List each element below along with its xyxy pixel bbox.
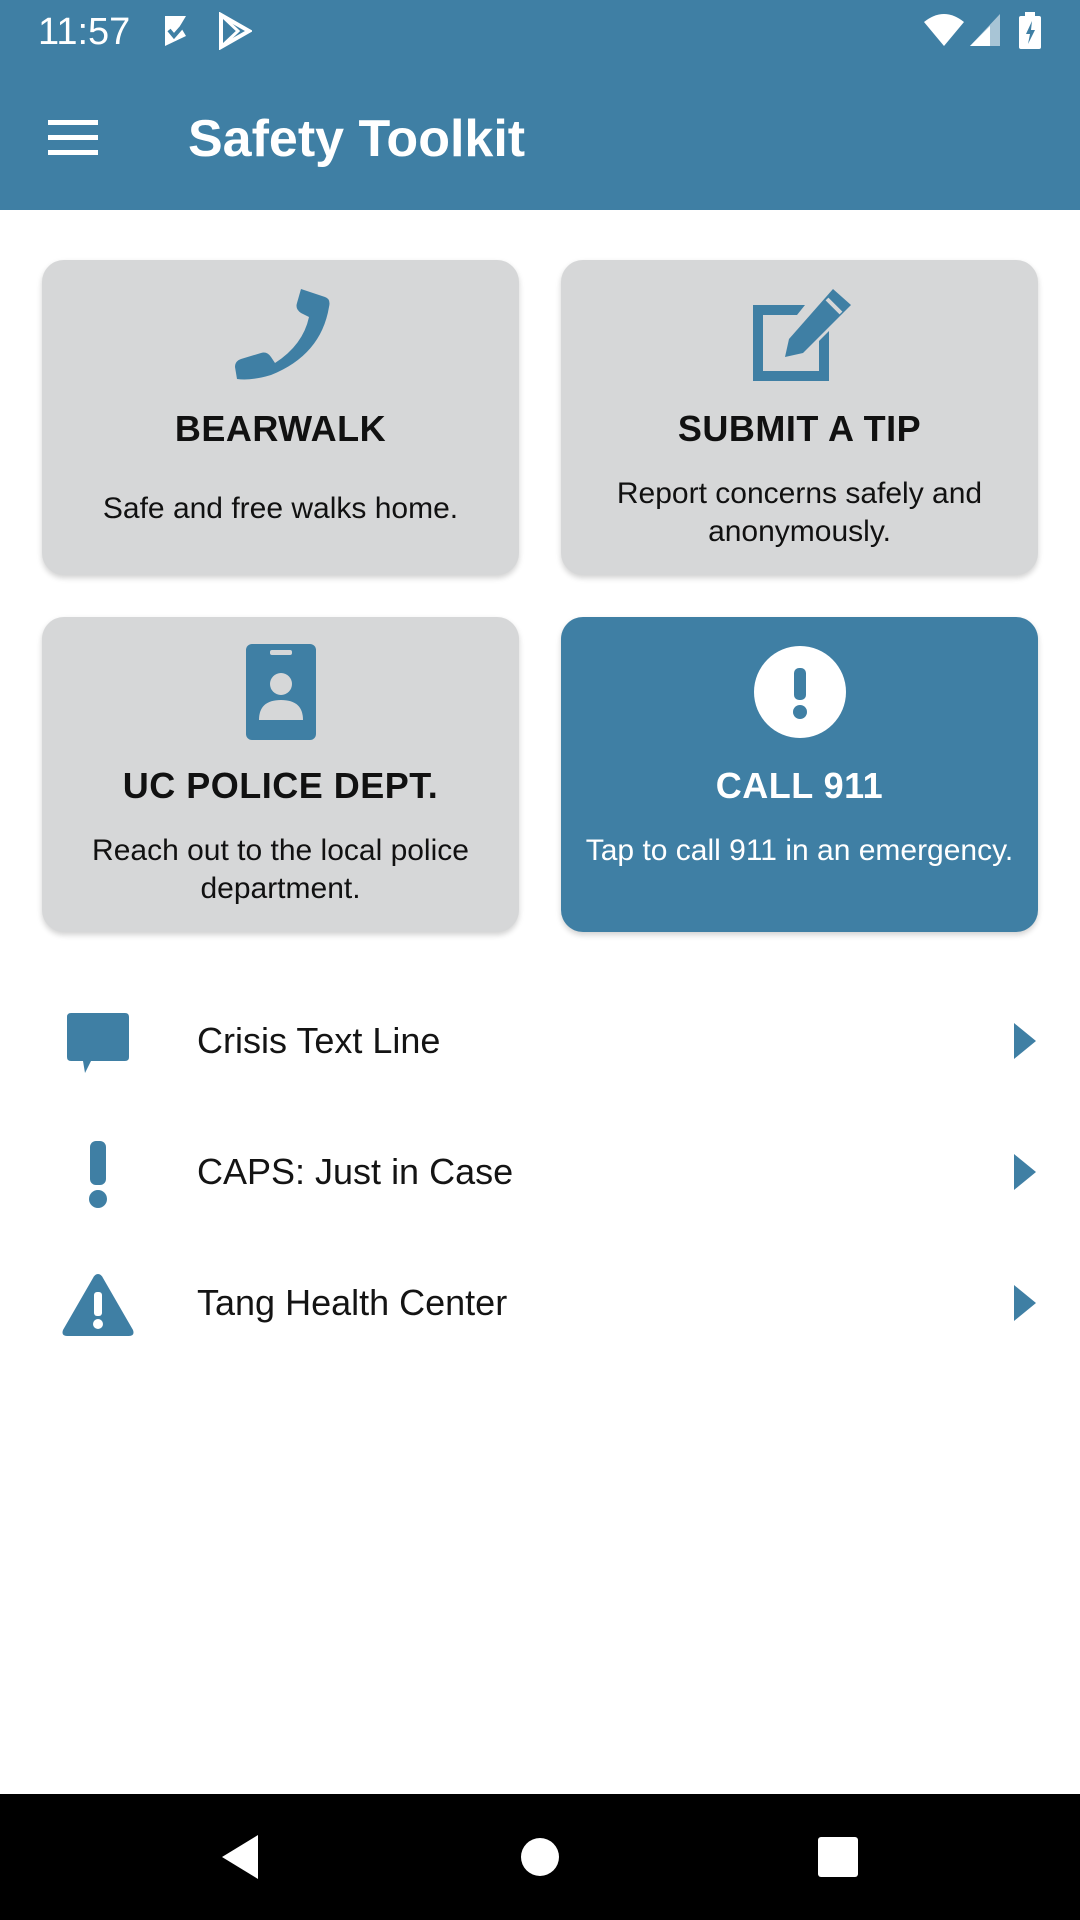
list-item-label: CAPS: Just in Case xyxy=(197,1151,514,1192)
tile-title: SUBMIT A TIP xyxy=(677,408,922,449)
wifi-icon xyxy=(922,12,966,53)
page-title: Safety Toolkit xyxy=(188,110,526,168)
list-item-label: Crisis Text Line xyxy=(197,1020,441,1061)
warning-triangle-icon xyxy=(58,1267,138,1343)
hamburger-menu-icon[interactable] xyxy=(36,101,110,175)
list-item-tang-health[interactable] xyxy=(0,1237,1080,1368)
signal-icon xyxy=(968,12,1002,53)
tile-description: Safe and free walks home. xyxy=(102,492,459,525)
status-time: 11:57 xyxy=(38,11,131,53)
tile-description: Report concerns safely and anonymously. xyxy=(616,477,983,548)
phone-icon xyxy=(42,280,519,390)
tile-description: Tap to call 911 in an emergency. xyxy=(585,834,1014,867)
home-icon[interactable] xyxy=(480,1794,600,1920)
back-icon[interactable] xyxy=(180,1794,300,1920)
chevron-right-icon xyxy=(1008,1152,1040,1192)
exclamation-icon xyxy=(58,1136,138,1212)
tile-title: BEARWALK xyxy=(174,408,387,449)
edit-icon xyxy=(561,280,1038,390)
play-store-icon xyxy=(218,12,252,55)
app-bar xyxy=(0,63,1080,210)
chat-bubble-icon xyxy=(58,1005,138,1081)
call-911-tile[interactable] xyxy=(561,617,1038,932)
chevron-right-icon xyxy=(1008,1021,1040,1061)
id-badge-icon xyxy=(42,637,519,747)
list-item-caps[interactable] xyxy=(0,1106,1080,1237)
bearwalk-tile[interactable] xyxy=(42,260,519,575)
submit-tip-tile[interactable] xyxy=(561,260,1038,575)
tile-title: CALL 911 xyxy=(715,765,884,806)
chevron-right-icon xyxy=(1008,1283,1040,1323)
tile-title: UC POLICE DEPT. xyxy=(122,765,439,806)
exclamation-circle-icon xyxy=(561,637,1038,747)
tile-description: Reach out to the local police department. xyxy=(92,834,469,905)
battery-icon xyxy=(1018,12,1042,55)
system-nav-bar xyxy=(0,1794,1080,1920)
recents-icon[interactable] xyxy=(778,1794,898,1920)
list-item-label: Tang Health Center xyxy=(197,1282,508,1323)
list-item-crisis-text-line[interactable] xyxy=(0,975,1080,1106)
task-icon xyxy=(162,12,196,55)
uc-police-tile[interactable] xyxy=(42,617,519,932)
status-bar xyxy=(0,0,1080,63)
